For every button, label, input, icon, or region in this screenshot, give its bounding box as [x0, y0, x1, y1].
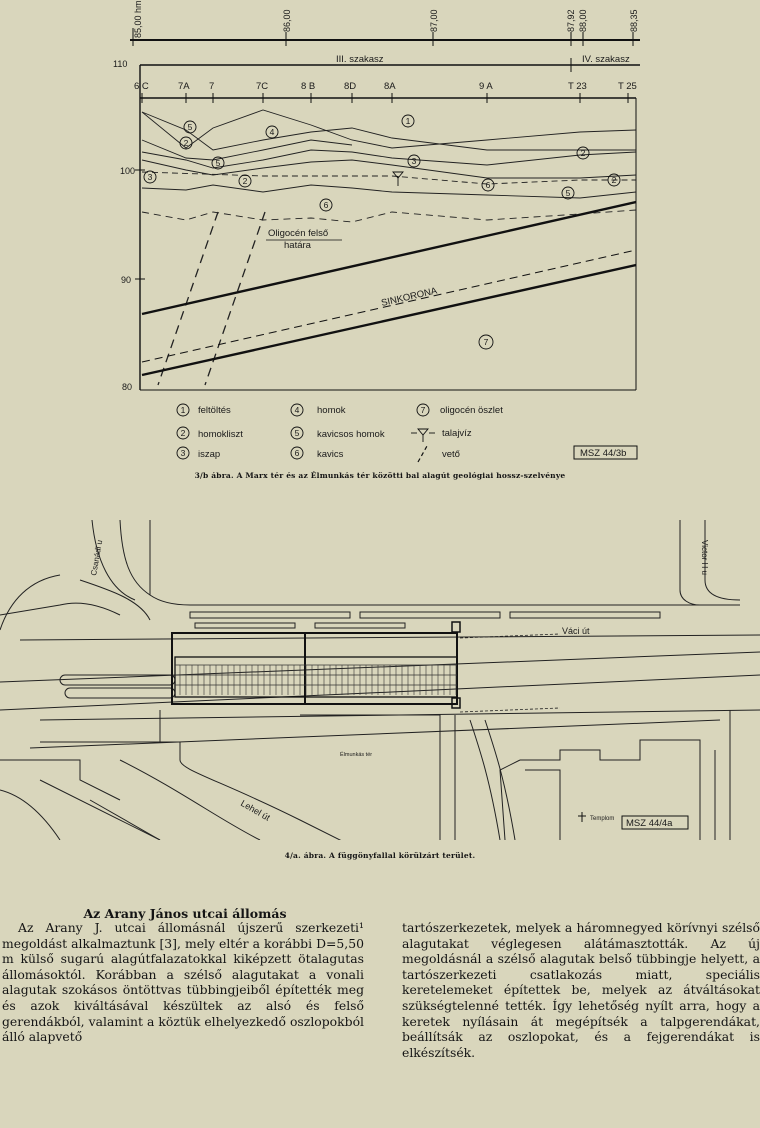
legend-label: kavicsos homok: [317, 429, 385, 440]
layer-number: 3: [147, 172, 153, 182]
elevation-label: 100: [120, 166, 136, 176]
elevation-label: 110: [113, 59, 128, 69]
layer-number: 5: [215, 158, 221, 168]
legend-label: iszap: [198, 449, 221, 460]
station-label: 6 C: [134, 81, 149, 92]
svg-text:2: 2: [180, 428, 186, 438]
layer-number: 4: [269, 127, 275, 137]
tick-label: 88,00: [578, 9, 588, 32]
groundwater-icon: [393, 172, 403, 186]
svg-text:4: 4: [294, 405, 300, 415]
street-label-vaci: Váci út: [562, 626, 590, 636]
tick-label: 85,00 hm: [133, 0, 143, 38]
legend-label: homokliszt: [198, 429, 243, 440]
svg-text:7: 7: [420, 405, 426, 415]
station-label: 7: [209, 81, 215, 92]
station-label: T 23: [568, 81, 587, 92]
street-label-csanadi: Csanádi u: [89, 539, 105, 577]
street-label-victor: Victor H u: [700, 540, 709, 575]
msz-stamp: MSZ 44/4a: [626, 818, 673, 829]
layer-number: 6: [323, 200, 329, 210]
church-label: Templom: [590, 816, 615, 822]
legend-label: talajvíz: [442, 428, 472, 439]
msz-stamp: MSZ 44/3b: [580, 448, 627, 459]
station-label: T 25: [618, 81, 637, 92]
svg-text:1: 1: [180, 405, 186, 415]
station-label: 9 A: [479, 81, 493, 92]
station-label: 7C: [256, 81, 269, 92]
church-cross-icon: [578, 812, 586, 822]
layer-number: 2: [242, 176, 248, 186]
station-label: 8 B: [301, 81, 316, 92]
layer-number: 3: [411, 156, 417, 166]
svg-text:5: 5: [294, 428, 300, 438]
oligocen-label: Oligocén felső: [268, 228, 329, 239]
layer-number: 2: [183, 138, 189, 148]
fault-legend-icon: [418, 446, 427, 462]
tick-label: 86,00: [282, 9, 292, 32]
square-label: Élmunkás tér: [340, 752, 373, 758]
figure-3b-caption: 3/b ábra. A Marx tér és az Élmunkás tér közötti bal alagút geológiai hossz-szelvénye: [194, 471, 566, 480]
section-label-iii: III. szakasz: [336, 54, 384, 65]
legend: [177, 404, 503, 462]
sinkorona-label: SINKORONA: [380, 285, 439, 309]
station-label: 7A: [178, 81, 190, 92]
station-label: 8D: [344, 81, 357, 92]
article-column-right: [402, 920, 760, 1060]
legend-label: feltöltés: [198, 405, 231, 416]
layer-number: 2: [611, 175, 617, 185]
street-label-lehel: Lehel út: [239, 798, 272, 823]
oligocen-label: határa: [284, 240, 311, 251]
article-column-left: [2, 920, 364, 1045]
layer-number: 6: [485, 180, 491, 190]
groundwater-legend-icon: [411, 429, 435, 442]
svg-text:3: 3: [180, 448, 186, 458]
tick-label: 88,35: [629, 9, 639, 32]
paragraph: tartószerkezetek, melyek a háromnegyed körívnyi szélső alagutakat véglegesen alátámasztották. Az új megoldásnál a szélső alagutak belső tübbingje helyett, a tartószerkezeti csatlakozás miatt, speciális keretelemeket építettek be, melyek az átváltásokat szükségtelenné tették. Így lehetőség nyílt arra, hogy a keretek nyílásain át megépítsék a talpgerendákat, beállítsák az oszlopokat, és a fejgerendákat is elkészítsék.: [402, 920, 760, 1060]
tick-label: 87,92: [566, 9, 576, 32]
legend-label: kavics: [317, 449, 344, 460]
svg-text:6: 6: [294, 448, 300, 458]
station-label: 8A: [384, 81, 396, 92]
tick-label: 87,00: [429, 9, 439, 32]
legend-label: oligocén öszlet: [440, 405, 503, 416]
legend-label: vető: [442, 449, 460, 460]
section-label-iv: IV. szakasz: [582, 54, 630, 65]
elevation-label: 90: [121, 275, 132, 285]
figure-4a-caption: 4/a. ábra. A függönyfallal körülzárt terület.: [284, 851, 476, 860]
paragraph: Az Arany J. utcai állomásnál újszerű szerkezeti¹ megoldást alkalmaztunk [3], mely eltér a korábbi D=5,50 m külső sugarú alagútfalazatokkal kiképzett ötalagutas állomásoktól. Korábban a szélső alagutakat a vonali alagutak szokásos öntöttvas tübbingjeiből építették meg és azok kiváltásával készültek az alsó és felső gerendákból, valamint a köztük elhelyezkedő oszlopokból álló alapvető: [2, 920, 364, 1045]
figure-3b-geological-section: [0, 0, 760, 470]
article-heading: Az Arany János utcai állomás: [83, 906, 287, 921]
layer-number: 1: [405, 116, 411, 126]
layer-number: 7: [483, 337, 489, 347]
elevation-label: 80: [122, 382, 133, 392]
layer-number: 5: [565, 188, 571, 198]
legend-label: homok: [317, 405, 346, 416]
figure-4a-site-plan: [0, 520, 760, 840]
layer-number: 5: [187, 122, 193, 132]
layer-number: 2: [580, 148, 586, 158]
